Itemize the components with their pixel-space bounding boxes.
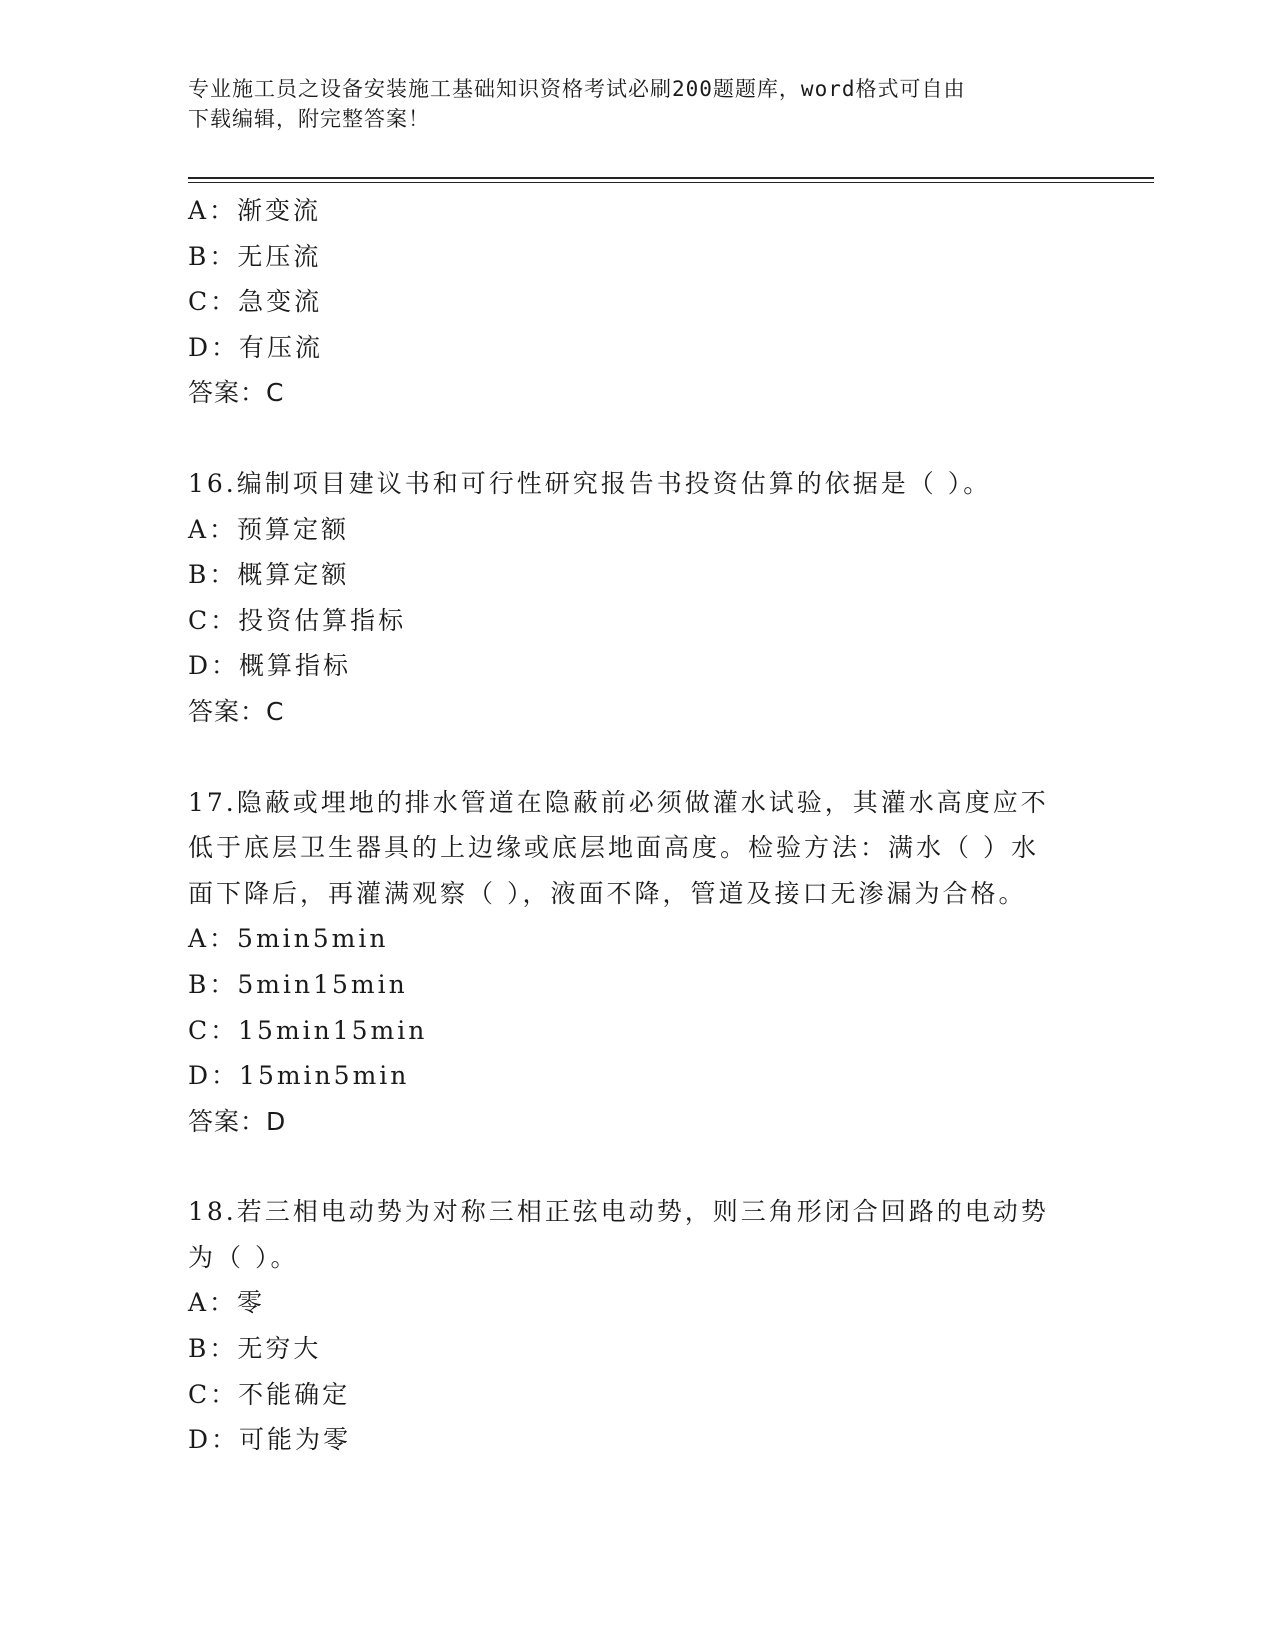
option-c: C：急变流 <box>188 287 323 317</box>
question-text-line-1: 17.隐蔽或埋地的排水管道在隐蔽前必须做灌水试验，其灌水高度应不 <box>188 787 1049 817</box>
header-line-2: 下载编辑，附完整答案！ <box>188 107 430 131</box>
option-c: C：15min15min <box>188 1015 428 1045</box>
option-d: D：可能为零 <box>188 1425 352 1455</box>
answer-text: 答案：C <box>188 696 285 726</box>
option-a: A：渐变流 <box>188 196 322 225</box>
option-c: C：投资估算指标 <box>188 605 407 635</box>
question-text-line-2: 低于底层卫生器具的上边缘或底层地面高度。检验方法：满水（ ）水 <box>188 833 1039 863</box>
question-text-line-2: 为（ ）。 <box>188 1242 299 1272</box>
option-d: D：15min5min <box>188 1061 410 1091</box>
question-text-line-1: 18.若三相电动势为对称三相正弦电动势，则三角形闭合回路的电动势 <box>188 1197 1049 1227</box>
header-rule-thin <box>188 182 1154 183</box>
answer-text: 答案：D <box>188 1106 287 1136</box>
question-16 <box>188 461 1088 735</box>
option-b: B：无压流 <box>188 241 322 271</box>
question-text: 16.编制项目建议书和可行性研究报告书投资估算的依据是（ ）。 <box>188 468 992 498</box>
option-c: C：不能确定 <box>188 1379 351 1409</box>
question-17 <box>188 780 1088 1145</box>
option-d: D：有压流 <box>188 332 324 362</box>
option-d: D：概算指标 <box>188 651 352 681</box>
header-line-1: 专业施工员之设备安装施工基础知识资格考试必刷200题题库，word格式可自由 <box>188 77 966 101</box>
option-a: A：预算定额 <box>188 514 350 544</box>
document-header <box>188 74 1068 134</box>
option-a: A：5min5min <box>188 924 389 954</box>
question-list <box>188 188 1088 1463</box>
option-b: B：概算定额 <box>188 560 350 590</box>
option-b: B：5min15min <box>188 969 408 999</box>
question-text-line-3: 面下降后，再灌满观察（ ），液面不降，管道及接口无渗漏为合格。 <box>188 878 1027 908</box>
question-18 <box>188 1189 1088 1463</box>
question-15 <box>188 188 1088 416</box>
option-b: B：无穷大 <box>188 1334 322 1364</box>
answer-text: 答案：C <box>188 378 285 408</box>
header-rule-thick <box>188 177 1154 179</box>
option-a: A：零 <box>188 1288 266 1318</box>
